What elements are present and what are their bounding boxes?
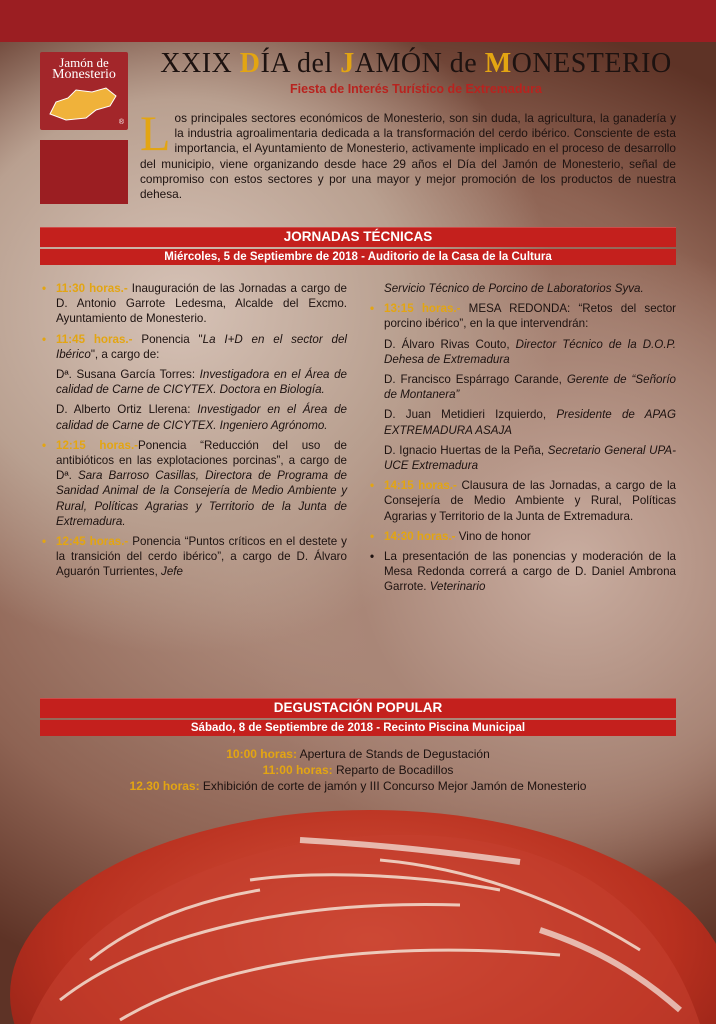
time-label: 10:00 horas: [226, 747, 297, 761]
title-part: ÍA del [260, 48, 341, 79]
item-text-italic: Veterinario [429, 580, 486, 594]
jornadas-date-place: Miércoles, 5 de Septiembre de 2018 - Auditorio de la Casa de la Cultura [40, 249, 676, 265]
item-text: Clausura de las Jornadas, a cargo de la Consejería de Medio Ambiente y Rural, Políticas Agrarias y Territorio de la Junta de Extremadura. [384, 479, 677, 523]
item-text-italic: La I+D en el sector del Ibérico [56, 332, 347, 361]
panelist-name: D. Francisco Espárrago Carande, [384, 373, 567, 387]
speaker-name: D. Alberto Ortiz Llerena: [56, 403, 198, 417]
continued-text: Servicio Técnico de Porcino de Laboratorios Syva. [384, 282, 644, 295]
title-part: XXIX [160, 48, 240, 79]
list-item [42, 332, 347, 362]
panelist-name: D. Álvaro Rivas Couto, [384, 337, 516, 351]
schedule-row [40, 762, 676, 778]
item-text: Ponencia " [132, 332, 203, 346]
panelist-name: D. Juan Metidieri Izquierdo, [384, 408, 557, 422]
bullet: • [42, 535, 47, 549]
item-text: ", a cargo de: [90, 347, 160, 361]
speaker-role: Investigadora en el Área de calidad de Carne de CICYTEX. Doctora en Biología. [56, 368, 347, 397]
degustacion-date-place: Sábado, 8 de Septiembre de 2018 - Recinto Piscina Municipal [40, 720, 676, 736]
item-text-italic: Sara Barroso Casillas, Directora de Programa de Sanidad Animal de la Consejería de Medio Ambiente y Rural, Políticas Agrarias y Territorio de la Junta de Extremadura. [56, 469, 348, 528]
time-label: 11:00 horas: [262, 763, 333, 777]
time-label: 11:30 horas.- [56, 282, 128, 295]
registered-mark: ® [118, 119, 124, 126]
top-red-bar [0, 0, 716, 42]
title-initial: M [484, 48, 512, 79]
item-text: MESA REDONDA: “Retos del sector porcino ibérico”, en la que intervendrán: [384, 302, 676, 331]
schedule-text: Reparto de Bocadillos [332, 763, 454, 777]
speaker-entry [42, 367, 347, 397]
list-item [370, 478, 676, 524]
bullet: • [370, 479, 375, 493]
panelist-role: Director Técnico de la D.O.P. Dehesa de Extremadura [384, 337, 676, 366]
time-label: 12.30 horas: [129, 779, 200, 793]
time-label: 12:15 horas.- [56, 438, 139, 452]
list-item [42, 534, 347, 580]
drop-cap: L [140, 105, 171, 161]
schedule-text: Apertura de Stands de Degustación [296, 747, 490, 761]
jamon-de-monesterio-logo [40, 52, 128, 130]
bullet: • [42, 438, 47, 452]
panelist-role: Secretario General UPA-UCE Extremadura [384, 443, 676, 473]
item-text: Inauguración de las Jornadas a cargo de D. Antonio Garrote Ledesma, Alcalde del Excmo. Ayuntamiento de Monesterio. [56, 282, 347, 326]
intro-text: os principales sectores económicos de Monesterio, son sin duda, la agricultura, la ganadería y la industria agroalimentaria dedicada a la transformación del cerdo ibérico. Consciente de esta importancia, el Ayuntamiento de Monesterio, activamente implicado en el proceso de desarrollo del municipio, viene organizando desde hace 29 años el Día del Jamón de Monesterio, señal de compromiso con estos sectores y por una mayor y mejor promoción de los productos de nuestra dehesa. [140, 111, 676, 202]
item-text: Ponencia “Puntos críticos en el destete y la transición del cerdo ibérico”, a cargo de D. Álvaro Aguarón Turrientes, [56, 535, 347, 579]
item-text: La presentación de las ponencias y moderación de la Mesa Redonda correrá a cargo de D. Daniel Ambrona Garrote. [384, 550, 676, 594]
logo-line-2: Monesterio [52, 67, 116, 82]
schedule-text: Exhibición de corte de jamón y III Concurso Mejor Jamón de Monesterio [199, 779, 587, 793]
list-item [42, 281, 347, 327]
item-text: Ponencia “Reducción del uso de antibióticos en las explotaciones porcinas”, a cargo de Dª. [56, 438, 348, 483]
title-part: ONESTERIO [511, 48, 672, 79]
item-text: Vino de honor [455, 529, 531, 543]
bullet: • [42, 282, 47, 295]
panelist-entry [370, 443, 676, 473]
time-label: 13:15 horas.- [384, 302, 461, 316]
title-initial: J [340, 48, 355, 79]
panelist-role: Presidente de APAG EXTREMADURA ASAJA [384, 408, 676, 437]
title-initial: D [239, 48, 261, 79]
panelist-name: D. Ignacio Huertas de la Peña, [384, 443, 548, 457]
bullet: • [370, 529, 375, 543]
list-item [370, 301, 676, 331]
jornadas-right-column [370, 281, 676, 600]
degustacion-heading: DEGUSTACIÓN POPULAR [40, 698, 676, 718]
extremadura-map-icon [46, 84, 122, 124]
panelist-entry [370, 337, 676, 367]
bullet: • [42, 332, 47, 346]
schedule-row [40, 778, 676, 794]
jornadas-left-column [42, 281, 347, 585]
time-label: 12:45 horas.- [56, 535, 129, 549]
panelist-role: Gerente de “Señorío de Montanera” [384, 373, 676, 402]
title-part: AMÓN de [354, 48, 485, 79]
list-item [42, 438, 347, 529]
bullet: • [370, 302, 375, 316]
time-label: 11:45 horas.- [56, 332, 133, 346]
speaker-name: Dª. Susana García Torres: [56, 368, 200, 382]
jornadas-heading: JORNADAS TÉCNICAS [40, 227, 676, 247]
page-title [136, 48, 696, 80]
page-subtitle: Fiesta de Interés Turístico de Extremadura [290, 82, 542, 96]
panelist-entry [370, 372, 676, 402]
decorative-red-square [40, 140, 128, 204]
intro-paragraph [140, 105, 676, 202]
degustacion-schedule [40, 746, 676, 794]
speaker-entry [42, 402, 347, 432]
time-label: 14:15 horas.- [384, 479, 457, 493]
item-text-italic: Jefe [161, 565, 183, 579]
list-item [370, 529, 676, 544]
list-item [370, 549, 676, 595]
panelist-entry [370, 407, 676, 437]
time-label: 14:30 horas.- [384, 529, 456, 543]
logo-line-1: Jamón de [59, 55, 109, 70]
bullet: • [370, 550, 375, 564]
speaker-role: Investigador en el Área de calidad de Carne de CICYTEX. Ingeniero Agrónomo. [56, 403, 347, 432]
schedule-row [40, 746, 676, 762]
